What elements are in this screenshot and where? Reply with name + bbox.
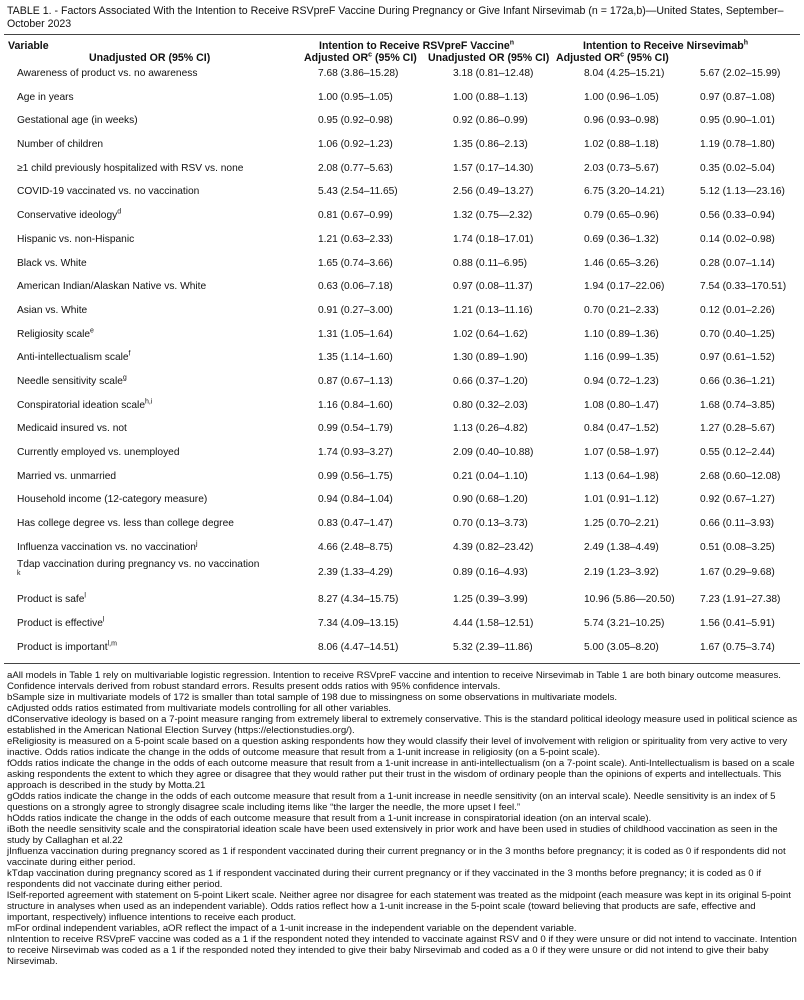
table-cell: 1.27 (0.28–5.67) xyxy=(700,423,775,435)
footnote: iBoth the needle sensitivity scale and the conspiratorial ideation scale have been used extensively in prior work and have been used in studies of childhood vaccination as seen in the study by Callaghan et al.22 xyxy=(7,824,778,846)
table-cell: 7.34 (4.09–13.15) xyxy=(318,618,399,630)
table-row xyxy=(0,346,804,370)
table-cell: 1.00 (0.95–1.05) xyxy=(318,91,393,103)
row-label: ≥1 child previously hospitalized with RSV vs. none xyxy=(17,162,244,174)
table-row xyxy=(0,636,804,660)
nirsevimab-group-header: Intention to Receive Nirsevimab$^h$ xyxy=(583,39,748,52)
table-cell: 1.30 (0.89–1.90) xyxy=(453,352,528,364)
row-label: Asian vs. White xyxy=(17,304,88,316)
row-label: Product is important$^{l,m}$ xyxy=(17,640,117,653)
table-row xyxy=(0,228,804,252)
footnote: dConservative ideology is based on a 7-point measure ranging from extremely liberal to extremely conservative. This is the standard political ideology measure used in political science as established in the American National Election Survey (https://electionstudies.org/). xyxy=(7,714,798,736)
table-cell: 0.91 (0.27–3.00) xyxy=(318,304,393,316)
table-cell: 1.74 (0.18–17.01) xyxy=(453,233,534,245)
table-row xyxy=(0,465,804,489)
adjusted-or-header-2: Adjusted $OR^c$ (95% CI) xyxy=(556,51,669,64)
table-cell: 1.07 (0.58–1.97) xyxy=(584,447,659,458)
table-cell: 1.35 (1.14–1.60) xyxy=(318,352,393,364)
table-cell: 0.87 (0.67–1.13) xyxy=(318,375,393,387)
footnote: hOdds ratios indicate the change in the odds of each outcome measure that result from a 1-unit increase in conspiratorial ideation (on an interval scale). xyxy=(7,813,652,824)
row-label: COVID-19 vaccinated vs. no vaccination xyxy=(17,186,200,198)
table-cell: 1.56 (0.41–5.91) xyxy=(700,618,775,630)
table-cell: 0.35 (0.02–5.04) xyxy=(700,162,775,174)
row-label: Black vs. White xyxy=(17,257,87,269)
table-cell: 1.16 (0.99–1.35) xyxy=(584,352,659,364)
table-cell: 1.00 (0.88–1.13) xyxy=(453,91,528,103)
footnote: eReligiosity is measured on a 5-point scale based on a question asking respondents how they would classify their level of involvement with religion or spirituality from very active to very inactive. Odds ratios indicate the change in the odds of outcome measure that result from a 1-unit increase in religiosity (on a 5-point scale). xyxy=(7,736,788,758)
table-cell: 0.55 (0.12–2.44) xyxy=(700,447,775,458)
table-row xyxy=(0,394,804,418)
table-cell: 0.84 (0.47–1.52) xyxy=(584,423,659,435)
table-cell: 0.14 (0.02–0.98) xyxy=(700,233,775,245)
table-cell: 0.66 (0.37–1.20) xyxy=(453,375,528,387)
table-cell: 0.92 (0.86–0.99) xyxy=(453,115,528,127)
table-cell: 1.74 (0.93–3.27) xyxy=(318,447,393,458)
table-cell: 0.96 (0.93–0.98) xyxy=(584,115,659,127)
table-row xyxy=(0,559,804,588)
table-cell: 6.75 (3.20–14.21) xyxy=(584,186,665,198)
table-row xyxy=(0,536,804,560)
table-cell: 0.12 (0.01–2.26) xyxy=(700,304,775,316)
row-label: Needle sensitivity scale$^g$ xyxy=(17,374,127,387)
table-cell: 1.13 (0.26–4.82) xyxy=(453,423,528,435)
row-label: Conservative ideology$^d$ xyxy=(17,208,122,222)
footnote-marker: d xyxy=(117,208,122,216)
table-cell: 1.21 (0.63–2.33) xyxy=(318,233,393,245)
table-cell: 2.68 (0.60–12.08) xyxy=(700,470,781,482)
table-cell: 1.02 (0.88–1.18) xyxy=(584,139,659,151)
table-cell: 0.90 (0.68–1.20) xyxy=(453,494,528,506)
table-cell: 0.97 (0.87–1.08) xyxy=(700,91,775,103)
table-cell: 2.49 (1.38–4.49) xyxy=(584,541,659,553)
table-cell: 5.43 (2.54–11.65) xyxy=(318,186,398,198)
header-top-rule xyxy=(4,34,800,35)
table-cell: 8.04 (4.25–15.21) xyxy=(584,68,665,79)
table-cell: 0.92 (0.67–1.27) xyxy=(700,494,775,506)
table-cell: 8.06 (4.47–14.51) xyxy=(318,641,399,653)
table-cell: 0.66 (0.36–1.21) xyxy=(700,375,775,387)
rsvpref-group-header: Intention to Receive RSVpreF Vaccine$^n$ xyxy=(319,39,515,52)
table-cell: 1.21 (0.13–11.16) xyxy=(453,304,533,316)
table-cell: 5.74 (3.21–10.25) xyxy=(584,618,665,630)
table-cell: 1.67 (0.75–3.74) xyxy=(700,641,775,653)
table-cell: 7.23 (1.91–27.38) xyxy=(700,594,781,606)
table-cell: 2.08 (0.77–5.63) xyxy=(318,162,393,174)
table-row xyxy=(0,370,804,394)
table-cell: 1.25 (0.39–3.99) xyxy=(453,594,528,606)
row-label: Anti-intellectualism scale$^f$ xyxy=(17,350,131,364)
footnote-marker: h,i xyxy=(144,398,153,406)
table-cell: 1.35 (0.86–2.13) xyxy=(453,139,528,151)
table-cell: 0.94 (0.72–1.23) xyxy=(584,375,659,387)
footnote-marker: l xyxy=(84,593,86,601)
table-cell: 0.63 (0.06–7.18) xyxy=(318,281,393,293)
table-cell: 1.02 (0.64–1.62) xyxy=(453,328,528,340)
table-cell: 2.56 (0.49–13.27) xyxy=(453,186,534,198)
table-cell: 5.67 (2.02–15.99) xyxy=(700,68,781,79)
row-label: American Indian/Alaskan Native vs. White xyxy=(17,281,207,293)
table-row xyxy=(0,323,804,347)
table-cell: 5.00 (3.05–8.20) xyxy=(584,641,659,653)
row-label: Influenza vaccination vs. no vaccination$^j$ xyxy=(17,540,198,553)
footnote: bSample size in multivariate models of 172 is smaller than total sample of 198 due to missingness on some observations in multivariate models. xyxy=(7,692,618,703)
footnote: kTdap vaccination during pregnancy scored as 1 if respondent vaccinated during their current pregnancy or if they vaccinated in the 3 months before pregnancy; it is coded as 0 if respondents did not vaccinate during either period. xyxy=(7,868,762,890)
table-cell: 2.39 (1.33–4.29) xyxy=(318,567,393,579)
unadjusted-or-header-1: Unadjusted OR (95% CI) xyxy=(89,52,211,64)
table-row xyxy=(0,157,804,181)
footnote: aAll models in Table 1 rely on multivariable logistic regression. Intention to receive RSVpreF vaccine and intention to receive Nirsevimab in Table 1 are both binary outcome measures. Confidence intervals derived from robust standard errors. Results present odds ratios with 95% confidence intervals. xyxy=(7,670,781,692)
table-cell: 1.19 (0.78–1.80) xyxy=(700,139,775,151)
footnote-marker: k xyxy=(17,570,21,578)
footnotes xyxy=(7,670,799,967)
table-cell: 1.08 (0.80–1.47) xyxy=(584,399,659,411)
table-cell: 8.27 (4.34–15.75) xyxy=(318,594,399,606)
table-body xyxy=(0,62,804,660)
table-cell: 0.70 (0.13–3.73) xyxy=(453,518,528,530)
footnote-marker: g xyxy=(122,374,127,382)
table-cell: 1.46 (0.65–3.26) xyxy=(584,257,659,269)
table-row xyxy=(0,612,804,636)
footnote: fOdds ratios indicate the change in the odds of each outcome measure that result from a 1-unit increase in anti-intellectualism (on a 7-point scale). Anti-Intellectualism is based on a scale asking respondents the extent to which they agree or disagree that they would rather put their trust in the wisdom of ordinary people than the opinions of experts and intellectuals. This approach is described in the study by Motta.21 xyxy=(7,758,795,791)
table-bottom-rule xyxy=(4,663,800,664)
table-row xyxy=(0,275,804,299)
row-label: Hispanic vs. non-Hispanic xyxy=(17,233,135,245)
table-cell: 0.94 (0.84–1.04) xyxy=(318,494,393,506)
table-cell: 1.31 (1.05–1.64) xyxy=(318,328,393,340)
table-cell: 0.99 (0.56–1.75) xyxy=(318,470,393,482)
footnote-marker: l xyxy=(102,616,105,624)
table-cell: 0.70 (0.40–1.25) xyxy=(700,328,775,340)
row-label: Awareness of product vs. no awareness xyxy=(17,68,198,79)
table-cell: 3.18 (0.81–12.48) xyxy=(453,68,534,79)
table-cell: 0.80 (0.32–2.03) xyxy=(453,399,528,411)
row-label: Currently employed vs. unemployed xyxy=(17,447,180,458)
table-row xyxy=(0,86,804,110)
table-cell: 0.81 (0.67–0.99) xyxy=(318,210,393,222)
row-label: Has college degree vs. less than college degree xyxy=(17,518,234,530)
row-label: Product is safe$^l$ xyxy=(17,593,86,606)
footnote: gOdds ratios indicate the change in the odds of each outcome measure that result from a 1-unit increase in needle sensitivity (on an interval scale). Needle sensitivity is an index of 5 questions on a strongly agree to strongly disagree scale including items like “the larger the needle, the more upset I feel.” xyxy=(7,791,776,813)
table-cell: 5.32 (2.39–11.86) xyxy=(453,641,533,653)
table-cell: 4.39 (0.82–23.42) xyxy=(453,541,534,553)
table-cell: 0.97 (0.61–1.52) xyxy=(700,352,775,364)
row-label: Tdap vaccination during pregnancy vs. no vaccination k xyxy=(17,559,307,578)
table-cell: 2.19 (1.23–3.92) xyxy=(584,567,659,579)
row-label: Married vs. unmarried xyxy=(17,470,117,482)
table-row xyxy=(0,512,804,536)
table-cell: 0.83 (0.47–1.47) xyxy=(318,518,393,530)
unadjusted-or-header-2: Unadjusted OR (95% CI) xyxy=(428,52,550,64)
table-caption: TABLE 1. - Factors Associated With the Intention to Receive RSVpreF Vaccine During Pregnancy or Give Infant Nirsevimab (n = 172a,b)—United States, September–October 2023 xyxy=(7,5,784,30)
table-cell: 1.65 (0.74–3.66) xyxy=(318,257,393,269)
table-cell: 1.57 (0.17–14.30) xyxy=(453,162,534,174)
table-cell: 0.99 (0.54–1.79) xyxy=(318,423,393,435)
table-cell: 1.06 (0.92–1.23) xyxy=(318,139,393,151)
footnote-marker: f xyxy=(128,350,131,358)
table-cell: 0.69 (0.36–1.32) xyxy=(584,233,659,245)
table-cell: 0.97 (0.08–11.37) xyxy=(453,281,533,293)
table-row xyxy=(0,109,804,133)
footnote-marker: l,m xyxy=(107,640,117,648)
table-cell: 1.13 (0.64–1.98) xyxy=(584,470,659,482)
table-row xyxy=(0,588,804,612)
row-label: Household income (12-category measure) xyxy=(17,494,208,506)
footnote-marker: e xyxy=(90,327,94,335)
row-label: Number of children xyxy=(17,139,104,151)
table-cell: 1.00 (0.96–1.05) xyxy=(584,91,659,103)
row-label: Product is effective$^l$ xyxy=(17,616,105,630)
footnote: nIntention to receive RSVpreF vaccine was coded as a 1 if the respondent noted they intended to vaccinate against RSV and 0 if they were unsure or did not intend to vaccinate. Intention to receive Nirsevimab was coded as a 1 if the responded noted they intended to give their baby Nirsevimab and coded as a 0 if they were unsure or did not intend to give their baby Nirsevimab. xyxy=(7,934,797,967)
table-row xyxy=(0,180,804,204)
table-cell: 4.66 (2.48–8.75) xyxy=(318,541,393,553)
footnote-marker: j xyxy=(195,540,198,548)
table-row xyxy=(0,252,804,276)
footnote: lSelf-reported agreement with statement on 5-point Likert scale. Neither agree nor disagree for each statement was treated as the midpoint (each measure was kept in its original 5-point structure in analyses when used as an independent variable). Odds ratios reflect how a 1-unit increase in the 5-point scale (toward believing that products are safe, effective and important, respectively) influence intentions to receive each product. xyxy=(7,890,791,923)
table-cell: 1.16 (0.84–1.60) xyxy=(318,399,393,411)
table-cell: 1.25 (0.70–2.21) xyxy=(584,518,659,530)
table-cell: 2.09 (0.40–10.88) xyxy=(453,447,534,458)
table-cell: 0.88 (0.11–6.95) xyxy=(453,257,528,269)
table-row xyxy=(0,488,804,512)
footnote: mFor ordinal independent variables, aOR reflect the impact of a 1-unit increase in the independent variable on the dependent variable. xyxy=(7,923,577,934)
footnote: jInfluenza vaccination during pregnancy scored as 1 if respondent vaccinated during their current pregnancy or in the 3 months before pregnancy; it is coded as 0 if respondents did not vaccinate during either period. xyxy=(7,846,786,868)
table-row xyxy=(0,204,804,228)
row-label: Gestational age (in weeks) xyxy=(17,115,138,127)
row-label: Conspiratorial ideation scale$^{h,i}$ xyxy=(17,398,153,411)
table-cell: 1.67 (0.29–9.68) xyxy=(700,567,775,579)
table-cell: 1.68 (0.74–3.85) xyxy=(700,399,775,411)
table-cell: 0.66 (0.11–3.93) xyxy=(700,518,775,530)
table-cell: 7.54 (0.33–170.51) xyxy=(700,281,787,293)
table-cell: 1.01 (0.91–1.12) xyxy=(584,494,659,506)
table-cell: 1.10 (0.89–1.36) xyxy=(584,328,659,340)
table-cell: 2.03 (0.73–5.67) xyxy=(584,162,659,174)
variable-header: Variable xyxy=(8,40,49,52)
table-cell: 0.21 (0.04–1.10) xyxy=(453,470,528,482)
table-cell: 10.96 (5.86—20.50) xyxy=(584,594,675,606)
row-label: Age in years xyxy=(17,91,74,103)
table-cell: 0.51 (0.08–3.25) xyxy=(700,541,775,553)
table-row xyxy=(0,441,804,465)
table-cell: 5.12 (1.13—23.16) xyxy=(700,186,785,198)
table-row xyxy=(0,299,804,323)
table-cell: 1.94 (0.17–22.06) xyxy=(584,281,665,293)
table-cell: 0.79 (0.65–0.96) xyxy=(584,210,659,222)
row-label: Religiosity scale$^e$ xyxy=(17,327,94,340)
table-cell: 0.89 (0.16–4.93) xyxy=(453,567,528,579)
table-cell: 0.95 (0.90–1.01) xyxy=(700,115,775,127)
table-cell: 0.56 (0.33–0.94) xyxy=(700,210,775,222)
table-row xyxy=(0,62,804,86)
table-row xyxy=(0,133,804,157)
footnote: cAdjusted odds ratios estimated from multivariate models controlling for all other variables. xyxy=(7,703,391,714)
table-cell: 0.28 (0.07–1.14) xyxy=(700,257,775,269)
adjusted-or-header-1: Adjusted $OR^c$ (95% CI) xyxy=(304,51,417,64)
row-label: Medicaid insured vs. not xyxy=(17,423,127,435)
table-cell: 1.32 (0.75—2.32) xyxy=(453,210,533,222)
table-cell: 7.68 (3.86–15.28) xyxy=(318,68,399,79)
table-cell: 0.95 (0.92–0.98) xyxy=(318,115,393,127)
table-cell: 0.70 (0.21–2.33) xyxy=(584,304,659,316)
table-cell: 4.44 (1.58–12.51) xyxy=(453,618,534,630)
table-row xyxy=(0,417,804,441)
